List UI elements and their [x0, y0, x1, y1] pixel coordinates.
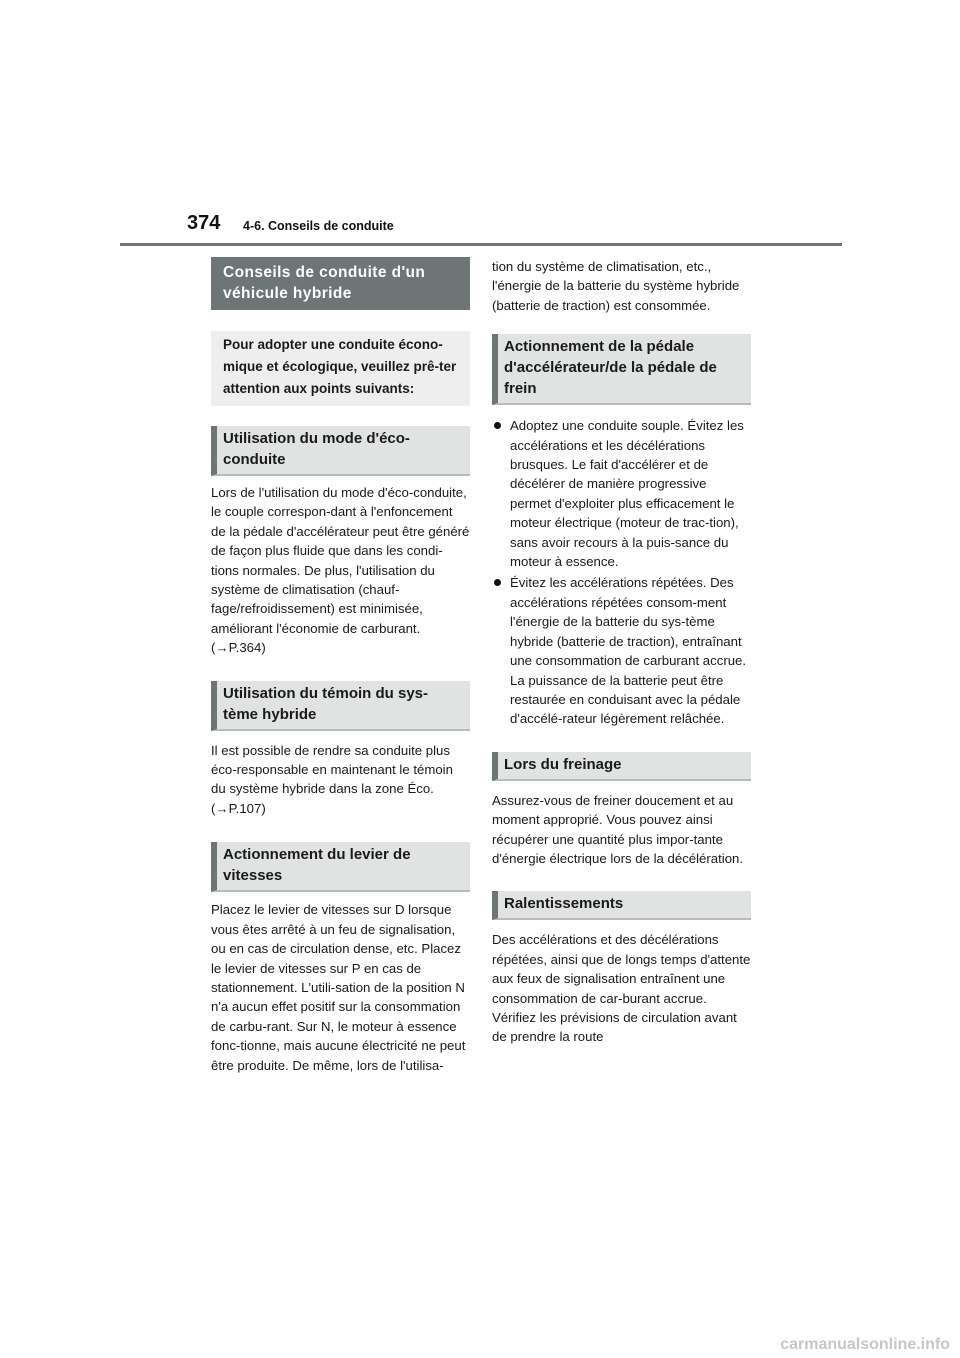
shift-lever-heading: Actionnement du levier de vitesses: [211, 842, 470, 892]
watermark: carmanualsonline.info: [780, 1336, 950, 1353]
hybrid-indicator-heading: Utilisation du témoin du sys-tème hybride: [211, 681, 470, 731]
braking-heading: Lors du freinage: [492, 752, 751, 781]
section-label: 4-6. Conseils de conduite: [243, 219, 394, 233]
list-item-text: Évitez les accélérations répétées. Des accélérations répétées consom-ment l'énergie de la batterie du sys-tème hybride (batterie de traction), entraînant une consommation de carburant accrue. La puissance de la batterie peut être restaurée en conduisant avec la pédale d'accélé-rateur légèrement relâchée.: [510, 575, 747, 727]
pedal-heading: Actionnement de la pédale d'accélérateur/de la pédale de frein: [492, 334, 751, 405]
main-heading: Conseils de conduite d'un véhicule hybride: [211, 257, 470, 310]
list-item-text: Adoptez une conduite souple. Évitez les accélérations et les décélérations brusques. Le fait d'accélérer et de décélérer de manière progressive permet d'exploiter plus efficacement le moteur électrique (moteur de trac-tion), sans avoir recours à la puis-sance du moteur à essence.: [510, 418, 744, 570]
intro-box: Pour adopter une conduite écono-mique et écologique, veuillez prê-ter attention aux points suivants:: [211, 331, 470, 406]
left-column: [211, 257, 470, 1075]
list-item: [492, 573, 751, 728]
list-item: [492, 416, 751, 571]
pedal-bullet-list: [492, 416, 751, 729]
braking-text: Assurez-vous de freiner doucement et au moment approprié. Vous pouvez ainsi récupérer une quantité plus impor-tante d'énergie électrique lors de la décélération.: [492, 792, 744, 866]
hybrid-indicator-text: Il est possible de rendre sa conduite plus éco-responsable en maintenant le témoin du système hybride dans la zone Éco. (→P.107): [211, 742, 453, 816]
eco-mode-text: Lors de l'utilisation du mode d'éco-conduite, le couple correspon-dant à l'enfoncement de la pédale d'accélérateur peut être généré de façon plus fluide que dans les condi-tions normales. De plus, l'utilisation du système de climatisation (chauf-fage/refroidissement) est minimisée, améliorant l'économie de carburant. (→P.364): [211, 485, 470, 656]
bullet-icon: [494, 422, 501, 429]
page-number: 374: [187, 212, 221, 234]
header-rule: [120, 243, 842, 246]
shift-lever-text: Placez le levier de vitesses sur D lorsque vous êtes arrêté à un feu de signalisation, ou en cas de circulation dense, etc. Placez le levier de vitesses sur P en cas de stationnement. L'utili-sation de la position N n'a aucun effet positif sur la consommation de carbu-rant. Sur N, le moteur à essence fonc-tionne, mais aucune électricité ne peut être produite. De même, lors de l'utilisa-: [211, 902, 466, 1073]
right-column: [492, 257, 751, 1047]
bullet-icon: [494, 579, 501, 586]
eco-mode-heading: Utilisation du mode d'éco-conduite: [211, 426, 470, 476]
slowdown-text: Des accélérations et des décélérations répétées, ainsi que de longs temps d'attente aux feux de signalisation entraînent une consommation de car-burant accrue. Vérifiez les prévisions de circulation avant de prendre la route: [492, 932, 751, 1045]
continued-text: tion du système de climatisation, etc., l'énergie de la batterie du système hybride (batterie de traction) est consommée.: [492, 259, 740, 313]
slowdown-heading: Ralentissements: [492, 891, 751, 920]
